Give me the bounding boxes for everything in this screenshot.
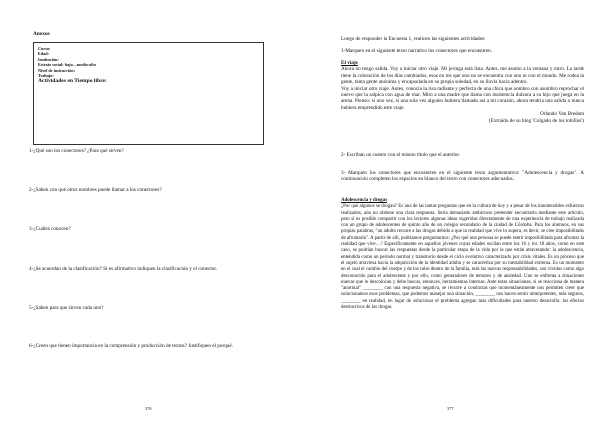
- question-5: 5-¿Saben para que sirven cada uno?: [29, 305, 104, 311]
- page-number-left: 376: [145, 406, 152, 411]
- story-paragraph-2: Voy a iniciar otro viaje. Antes, conocía la risa radiante y perfecta de una chica que nombro con asombro reprochar el nuevo que la salpica con agua de mar. Miro a una madre que llama con insistencia dulzura a su hijo que juega en la arena. Pienso: si uno vez, si una sola vez alguien hubiera llamado así a mi corazón, ahora tendría una salida o nunca hubiera emprendido este viaje.: [341, 85, 584, 111]
- right-page: [300, 0, 600, 424]
- story-title: El viaje: [341, 60, 358, 66]
- task-3: 3- Marquen los conectores que encuentren en el siguiente texto argumentativo: "Adolescencia y drogas". A continuación completen los espacios en blanco del texto con conectores adecuados.: [341, 170, 584, 183]
- annex-heading: Anexos: [33, 31, 50, 37]
- article-title: Adolescencia y drogas: [341, 198, 388, 203]
- story-block: [341, 60, 584, 124]
- question-1: 1-¿Qué son los conectores? ¿Para qué sirven?: [29, 148, 124, 154]
- student-info-box: [33, 42, 264, 145]
- task-1: 1-Marquen en el siguiente texto narrativo los conectores que encuentren.: [341, 48, 492, 54]
- question-6: 6-¿Creen que tienen importancia en la comprensión y producción de textos? Justifiquen el porqué.: [29, 343, 233, 349]
- page-number-right: 377: [447, 406, 454, 411]
- info-age: Edad:: [38, 51, 49, 57]
- info-social-stratum: Estrato social: bajo—medio-alto: [38, 62, 96, 68]
- info-free-time-activities: Actividades en Tiempo libre:: [38, 78, 107, 85]
- question-2: 2-¿Saben con qué otros nombres puede llamar a los conectores?: [29, 187, 162, 193]
- info-work: Trabajo:: [38, 73, 54, 79]
- article-body: ¿Por qué algunos se drogan? Es una de las tantas preguntas que en la cultura de hoy y a pesar de los innumerables esfuerzos realizados, aún no obtiene una clara respuesta. Sería demasiado ambicioso pretender encontrarla mediante este artículo, pero sí es posible compartir con los lectores algunas ideas sugeridas directamente de una experiencia de trabajo realizada con un grupo de adolescentes de quinto año de un colegio secundario de la ciudad de Córdoba. Para los alumnos, en sus propias palabras, "un adulto recurre a las drogas debido a que la realidad que vive lo supera, es decir, se cree imposibilitado de afrontarla". A partir de allí, podríamos preguntarnos: ¿Por qué una persona se puede sentir imposibilitada para afrontar la realidad que vive…? Específicamente en aquellos jóvenes cuyas edades oscilan entre los 16 y los 18 años, como en este caso, se podrían buscar las respuestas desde la particular etapa de la vida por la que están atravesando: la adolescencia, entendida como un período normal y transitorio desde el ciclo evolutivo caracterizado por crisis vitales. Es un proceso que el sujeto atraviesa hacia la adquisición de la identidad adulta y se caracteriza por su inestabilidad extrema. Es un momento en el cual el cambio del cuerpo y de los roles dentro de la familia, más las nuevas responsabilidades, son vividos como algo desconocido para el adolescente y por ello, como generadores de temores y de ansiedad. Uno se enfrenta a situaciones nuevas que lo descolocan y debe buscar, entonces, herramientas internas. Ante estas situaciones, si se reacciona de manera "anormal" ________ con una respuesta negativa, se recurre a conductas que momentáneamente nos permiten creer que solucionamos esos problemas, que podemos manejar una situación, ________ nos hacen sentir omnipotentes, más seguros, ________ en realidad, en lugar de solucionar el problema agregan más dificultades para nuestro desarrollo: los efectos destructivos de las drogas.: [341, 204, 584, 311]
- story-source: (Extraído de su blog 'Colgado de los tobillos'): [488, 117, 584, 124]
- question-4: 4-¿Se acuerdan de la clasificación? Si es afirmativo indiquen la clasificación y el conector.: [29, 266, 218, 272]
- info-institution: Institución:: [38, 56, 59, 62]
- info-course: Curso:: [38, 46, 51, 51]
- task-2: 2- Escriban un cuento con el mismo título que el anterior.: [341, 152, 461, 158]
- story-author: Orlando Van Bredam: [540, 111, 584, 118]
- info-education-level: Nivel de instrucción:: [38, 67, 75, 73]
- story-paragraph-1: Ahora no tengo salida. Voy a iniciar otro viaje. Mi jeringa está lista. Antes, me asomo a la ventana y miro. La tarde tiene la coloración de los días cambiados, esos en los que uno no se encuentra con uno ni con el mundo. Me rodea la gente, tanta gente anónima y encapsulada en su propia soledad, en su lluvia hacia adentro.: [341, 66, 584, 86]
- activities-intro: Luego de responder la Encuesta 1, realicen las siguientes actividades:: [341, 36, 486, 42]
- question-3: 3-¿Cuáles conocen?: [29, 226, 71, 232]
- article-block: [341, 198, 584, 311]
